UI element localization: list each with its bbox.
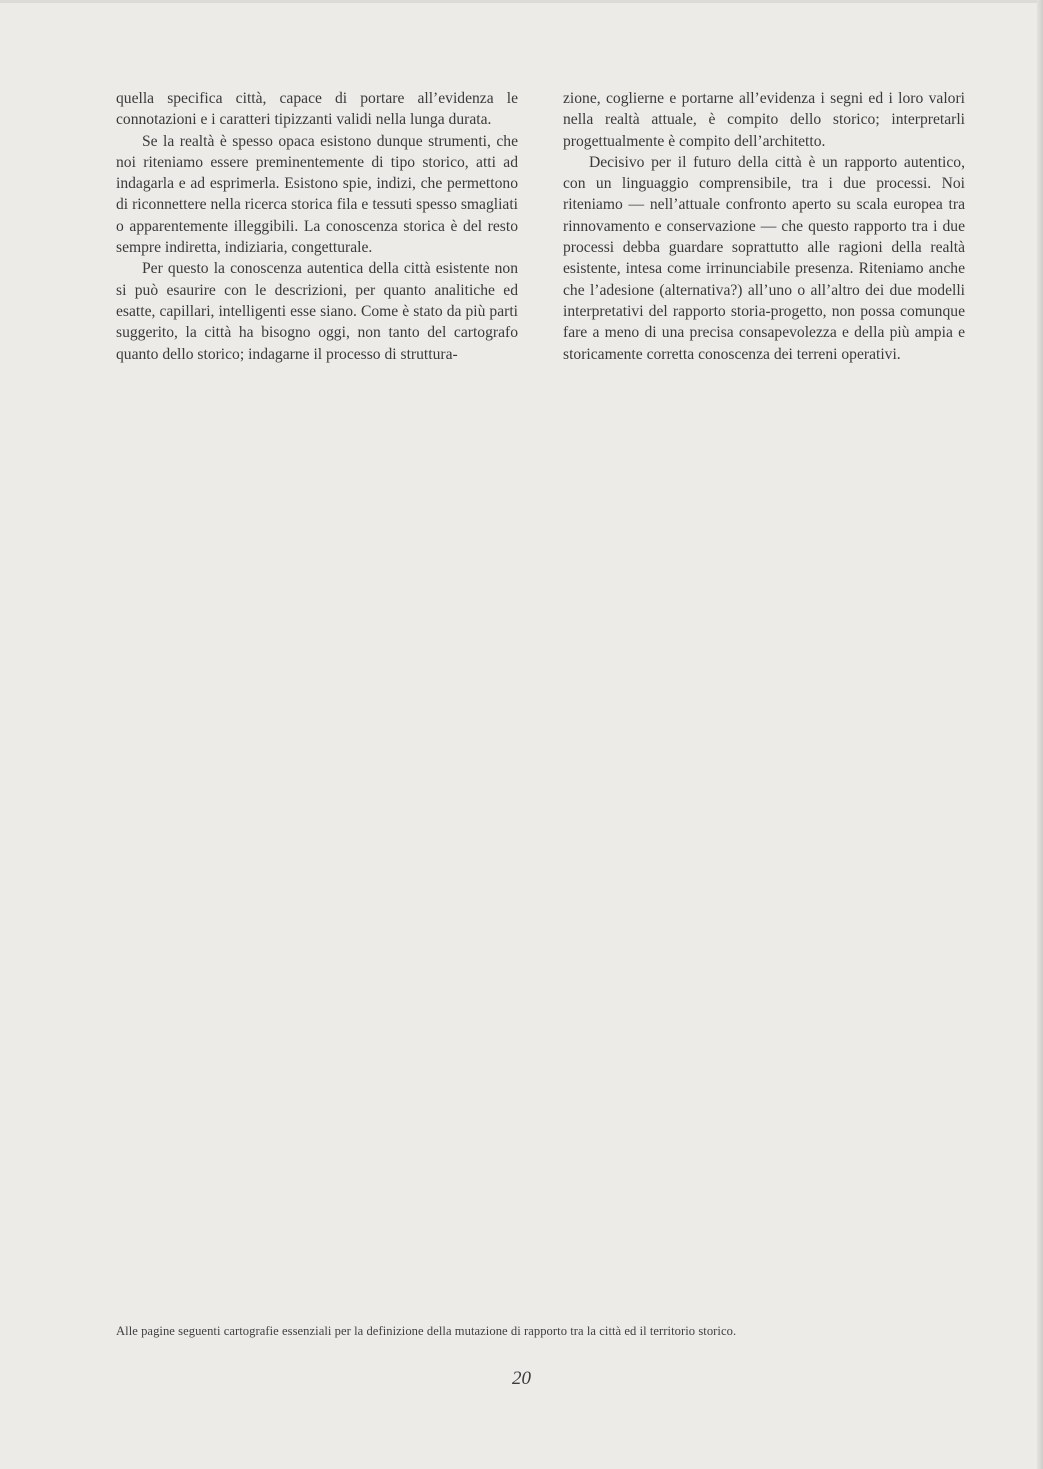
figure-caption: Alle pagine seguenti cartografie essenziali per la definizione della mutazione di rapporto tra la città ed il territorio storico. (116, 1324, 737, 1338)
page-top-edge (0, 0, 1043, 3)
right-text-column (563, 88, 965, 365)
left-paragraph-2: Se la realtà è spesso opaca esistono dunque strumenti, che noi riteniamo essere preminentemente di tipo storico, atti ad indagarla e ad esprimerla. Esistono spie, indizi, che permettono di riconnettere nella ricerca storica fila e tessuti spesso smagliati o apparentemente illeggibili. La conoscenza storica è del resto sempre indiretta, indiziaria, congetturale. (116, 132, 518, 257)
left-paragraph-1: quella specifica città, capace di portare all’evidenza le connotazioni e i caratteri tipizzanti validi nella lunga durata. (116, 90, 518, 129)
right-paragraph-2: Decisivo per il futuro della città è un rapporto autentico, con un linguaggio comprensibile, tra i due processi. Noi riteniamo — nell’attuale confronto aperto su scala europea tra rinnovamento e conservazione — che questo rapporto tra i due processi debba guardare soprattutto alle ragioni della realtà esistente, intesa come irrinunciabile presenza. Riteniamo anche che l’adesione (alternativa?) all’uno o all’altro dei due modelli interpretativi del rapporto storia-progetto, non possa comunque fare a meno di una precisa consapevolezza e della più ampia e storicamente corretta conoscenza dei terreni operativi. (563, 153, 965, 363)
left-text-column (116, 88, 518, 365)
left-paragraph-3: Per questo la conoscenza autentica della città esistente non si può esaurire con le descrizioni, per quanto analitiche ed esatte, capillari, intelligenti esse siano. Come è stato da più parti suggerito, la città ha bisogno oggi, non tanto del cartografo quanto dello storico; indagarne il processo di struttura- (116, 260, 518, 363)
page-right-edge (1037, 0, 1043, 1469)
page-number: 20 (512, 1368, 531, 1389)
right-paragraph-1: zione, coglierne e portarne all’evidenza i segni ed i loro valori nella realtà attuale, è compito dello storico; interpretarli progettualmente è compito dell’architetto. (563, 90, 965, 150)
